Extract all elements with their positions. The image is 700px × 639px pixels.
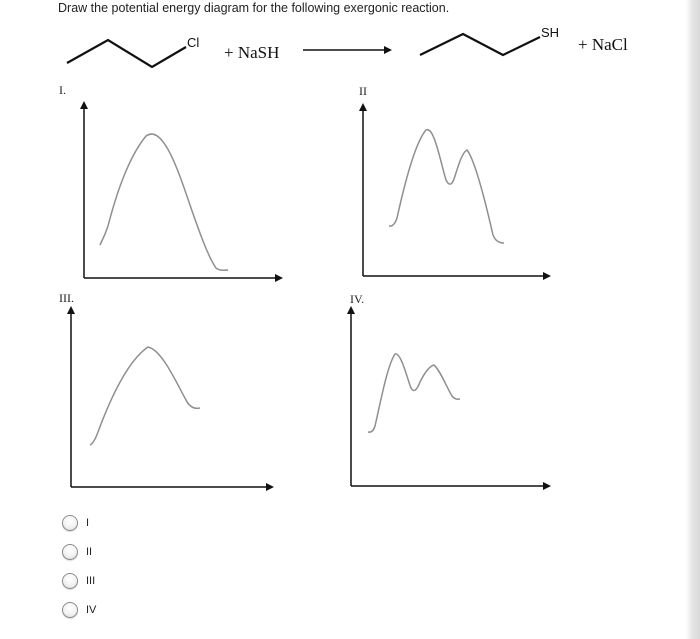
diagram-i-energy-curve	[100, 134, 228, 270]
answer-options	[62, 512, 96, 628]
diagram-iv	[350, 292, 549, 486]
reactant-structure	[67, 40, 186, 67]
radio-option-i[interactable]	[62, 515, 78, 531]
diagram-label-iii: III.	[59, 291, 74, 305]
diagram-label-iv: IV.	[350, 292, 365, 306]
option-label: I	[86, 517, 90, 529]
diagram-iii	[59, 291, 272, 487]
diagram-i	[59, 83, 281, 278]
option-ii[interactable]	[62, 541, 96, 563]
option-i[interactable]	[62, 512, 96, 534]
diagram-iv-energy-curve	[368, 354, 460, 432]
diagram-label-ii: II	[359, 84, 367, 98]
diagram-iii-energy-curve	[90, 347, 200, 445]
product-structure	[420, 34, 540, 55]
reagent-label: + NaSH	[224, 43, 280, 62]
radio-option-iii[interactable]	[62, 573, 78, 589]
reactant-substituent: Cl	[187, 35, 200, 50]
byproduct-label: + NaCl	[578, 35, 628, 54]
radio-option-iv[interactable]	[62, 602, 78, 618]
diagram-ii	[359, 84, 549, 276]
radio-option-ii[interactable]	[62, 544, 78, 560]
option-iv[interactable]	[62, 599, 96, 621]
product-substituent: SH	[541, 25, 560, 40]
option-label: IV	[86, 604, 97, 616]
option-label: II	[86, 546, 93, 558]
diagram-ii-energy-curve	[389, 130, 504, 243]
question-text: Draw the potential energy diagram for the following exergonic reaction.	[58, 1, 450, 15]
option-label: III	[86, 575, 96, 587]
reaction-scheme	[67, 25, 628, 67]
diagram-label-i: I.	[59, 83, 66, 97]
option-iii[interactable]	[62, 570, 96, 592]
